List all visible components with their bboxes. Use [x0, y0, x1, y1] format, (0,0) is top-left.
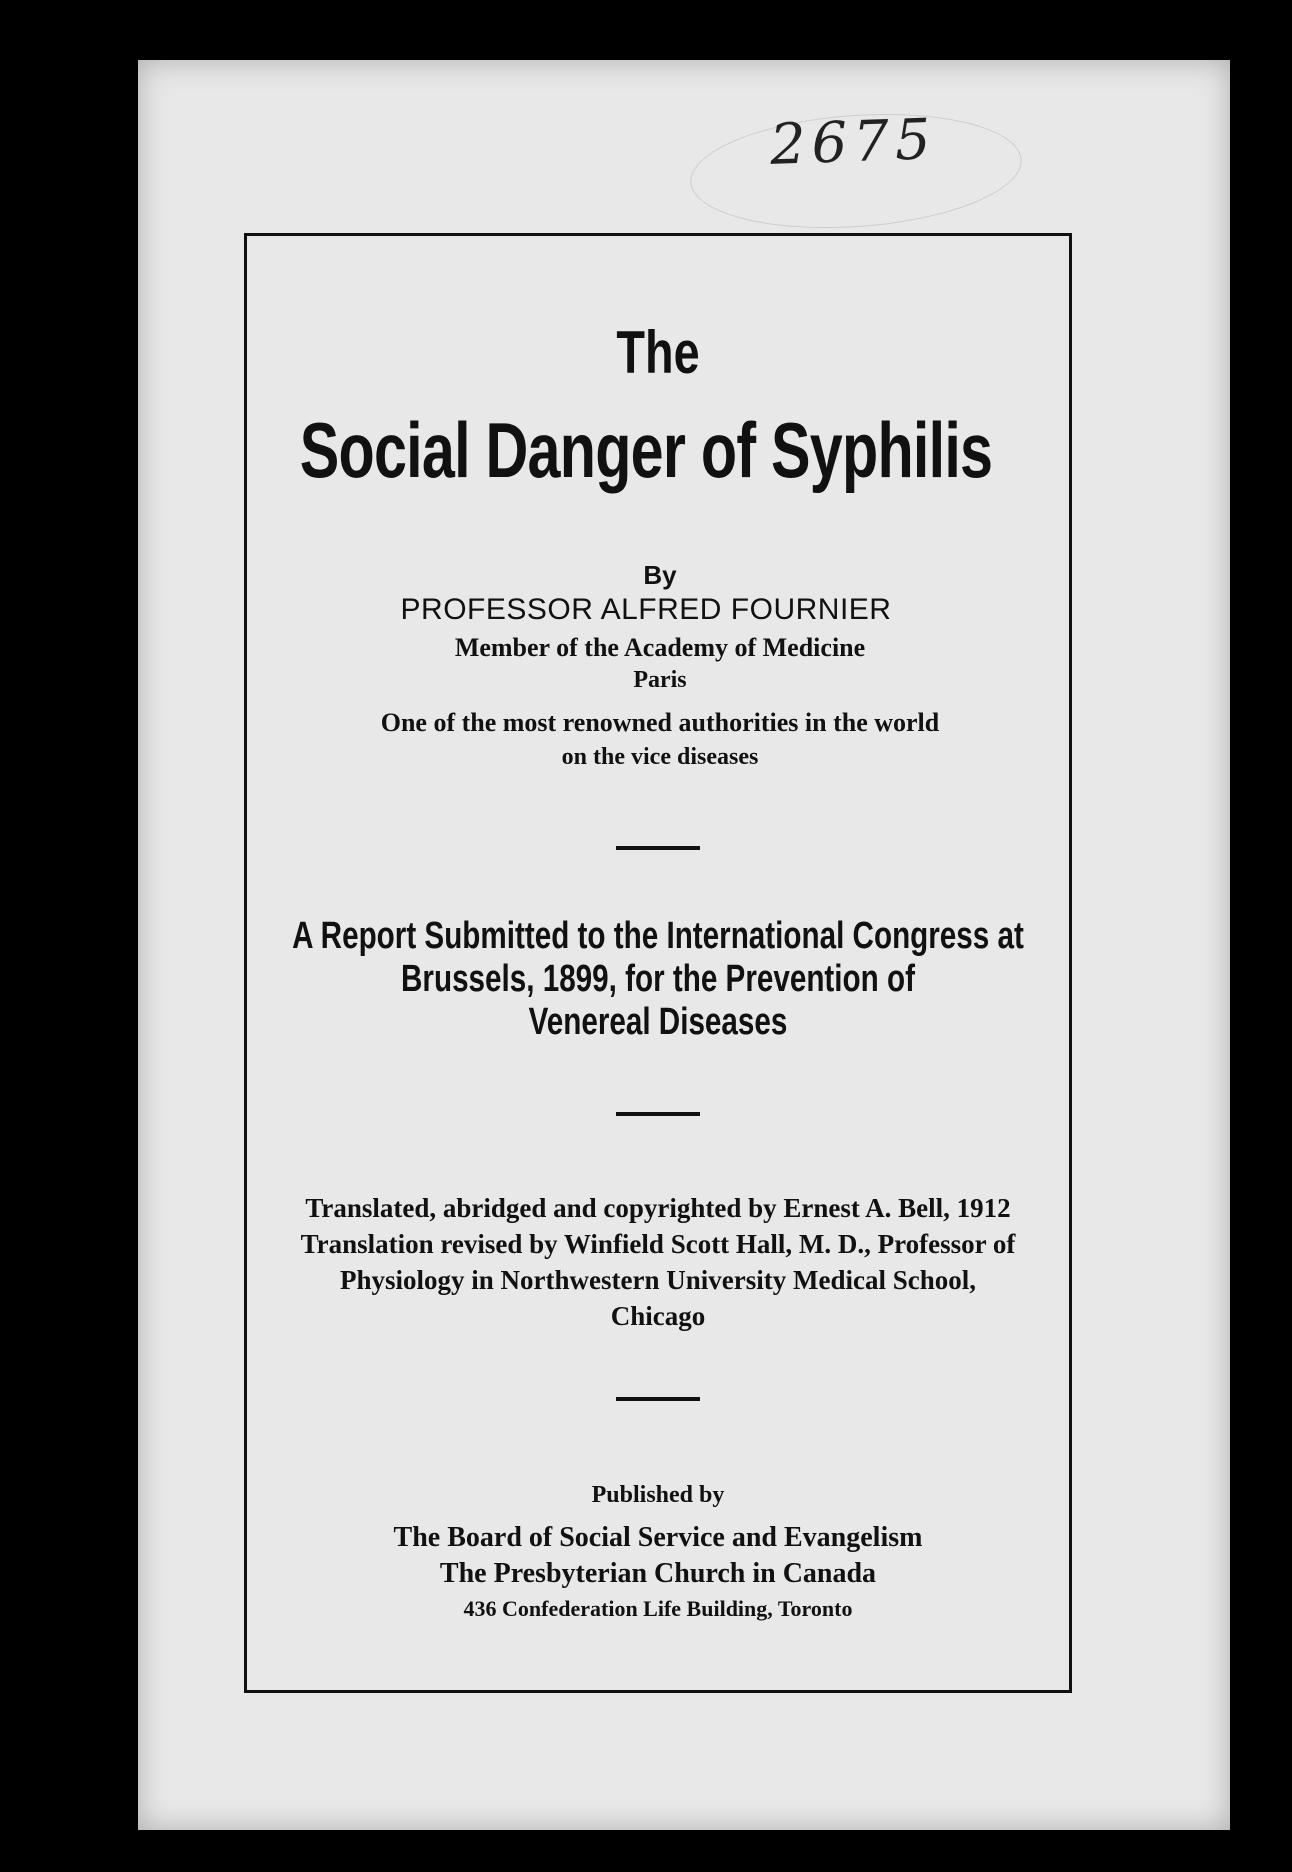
divider-rule-2 [616, 1112, 700, 1116]
divider-rule-3 [616, 1397, 700, 1401]
publisher-address: 436 Confederation Life Building, Toronto [463, 1596, 853, 1621]
translation-line-2: Translation revised by Winfield Scott Hall, M. D., Professor of [300, 1229, 1016, 1259]
publisher-line-2: The Presbyterian Church in Canada [439, 1558, 877, 1589]
author-description-line-1: One of the most renowned authorities in the world [380, 708, 940, 737]
by-label: By [643, 560, 677, 590]
divider-rule-1 [616, 846, 700, 850]
report-line-2: Brussels, 1899, for the Prevention of [401, 958, 915, 1000]
title-line-1: The [616, 319, 700, 386]
translation-line-1: Translated, abridged and copyrighted by Ernest A. Bell, 1912 [305, 1193, 1011, 1223]
publisher-name [12, 1520, 1292, 1592]
translation-line-4: Chicago [610, 1301, 706, 1331]
author-description-line-2: on the vice diseases [561, 744, 759, 770]
author-city: Paris [633, 667, 687, 693]
published-by-label: Published by [591, 1482, 725, 1508]
author-name: PROFESSOR ALFRED FOURNIER [400, 593, 892, 626]
report-line-1: A Report Submitted to the International Congress at [292, 915, 1024, 957]
author-affiliation: Member of the Academy of Medicine [454, 633, 866, 662]
translation-credits [12, 1190, 1292, 1334]
publisher-line-1: The Board of Social Service and Evangelism [393, 1522, 923, 1553]
report-description [154, 915, 1162, 1044]
title-line-2: Social Danger of Syphilis [299, 406, 993, 494]
report-line-3: Venereal Diseases [528, 1001, 788, 1043]
handwritten-catalog-number: 2675 [768, 107, 938, 178]
translation-line-3: Physiology in Northwestern University Medical School, [340, 1265, 976, 1295]
